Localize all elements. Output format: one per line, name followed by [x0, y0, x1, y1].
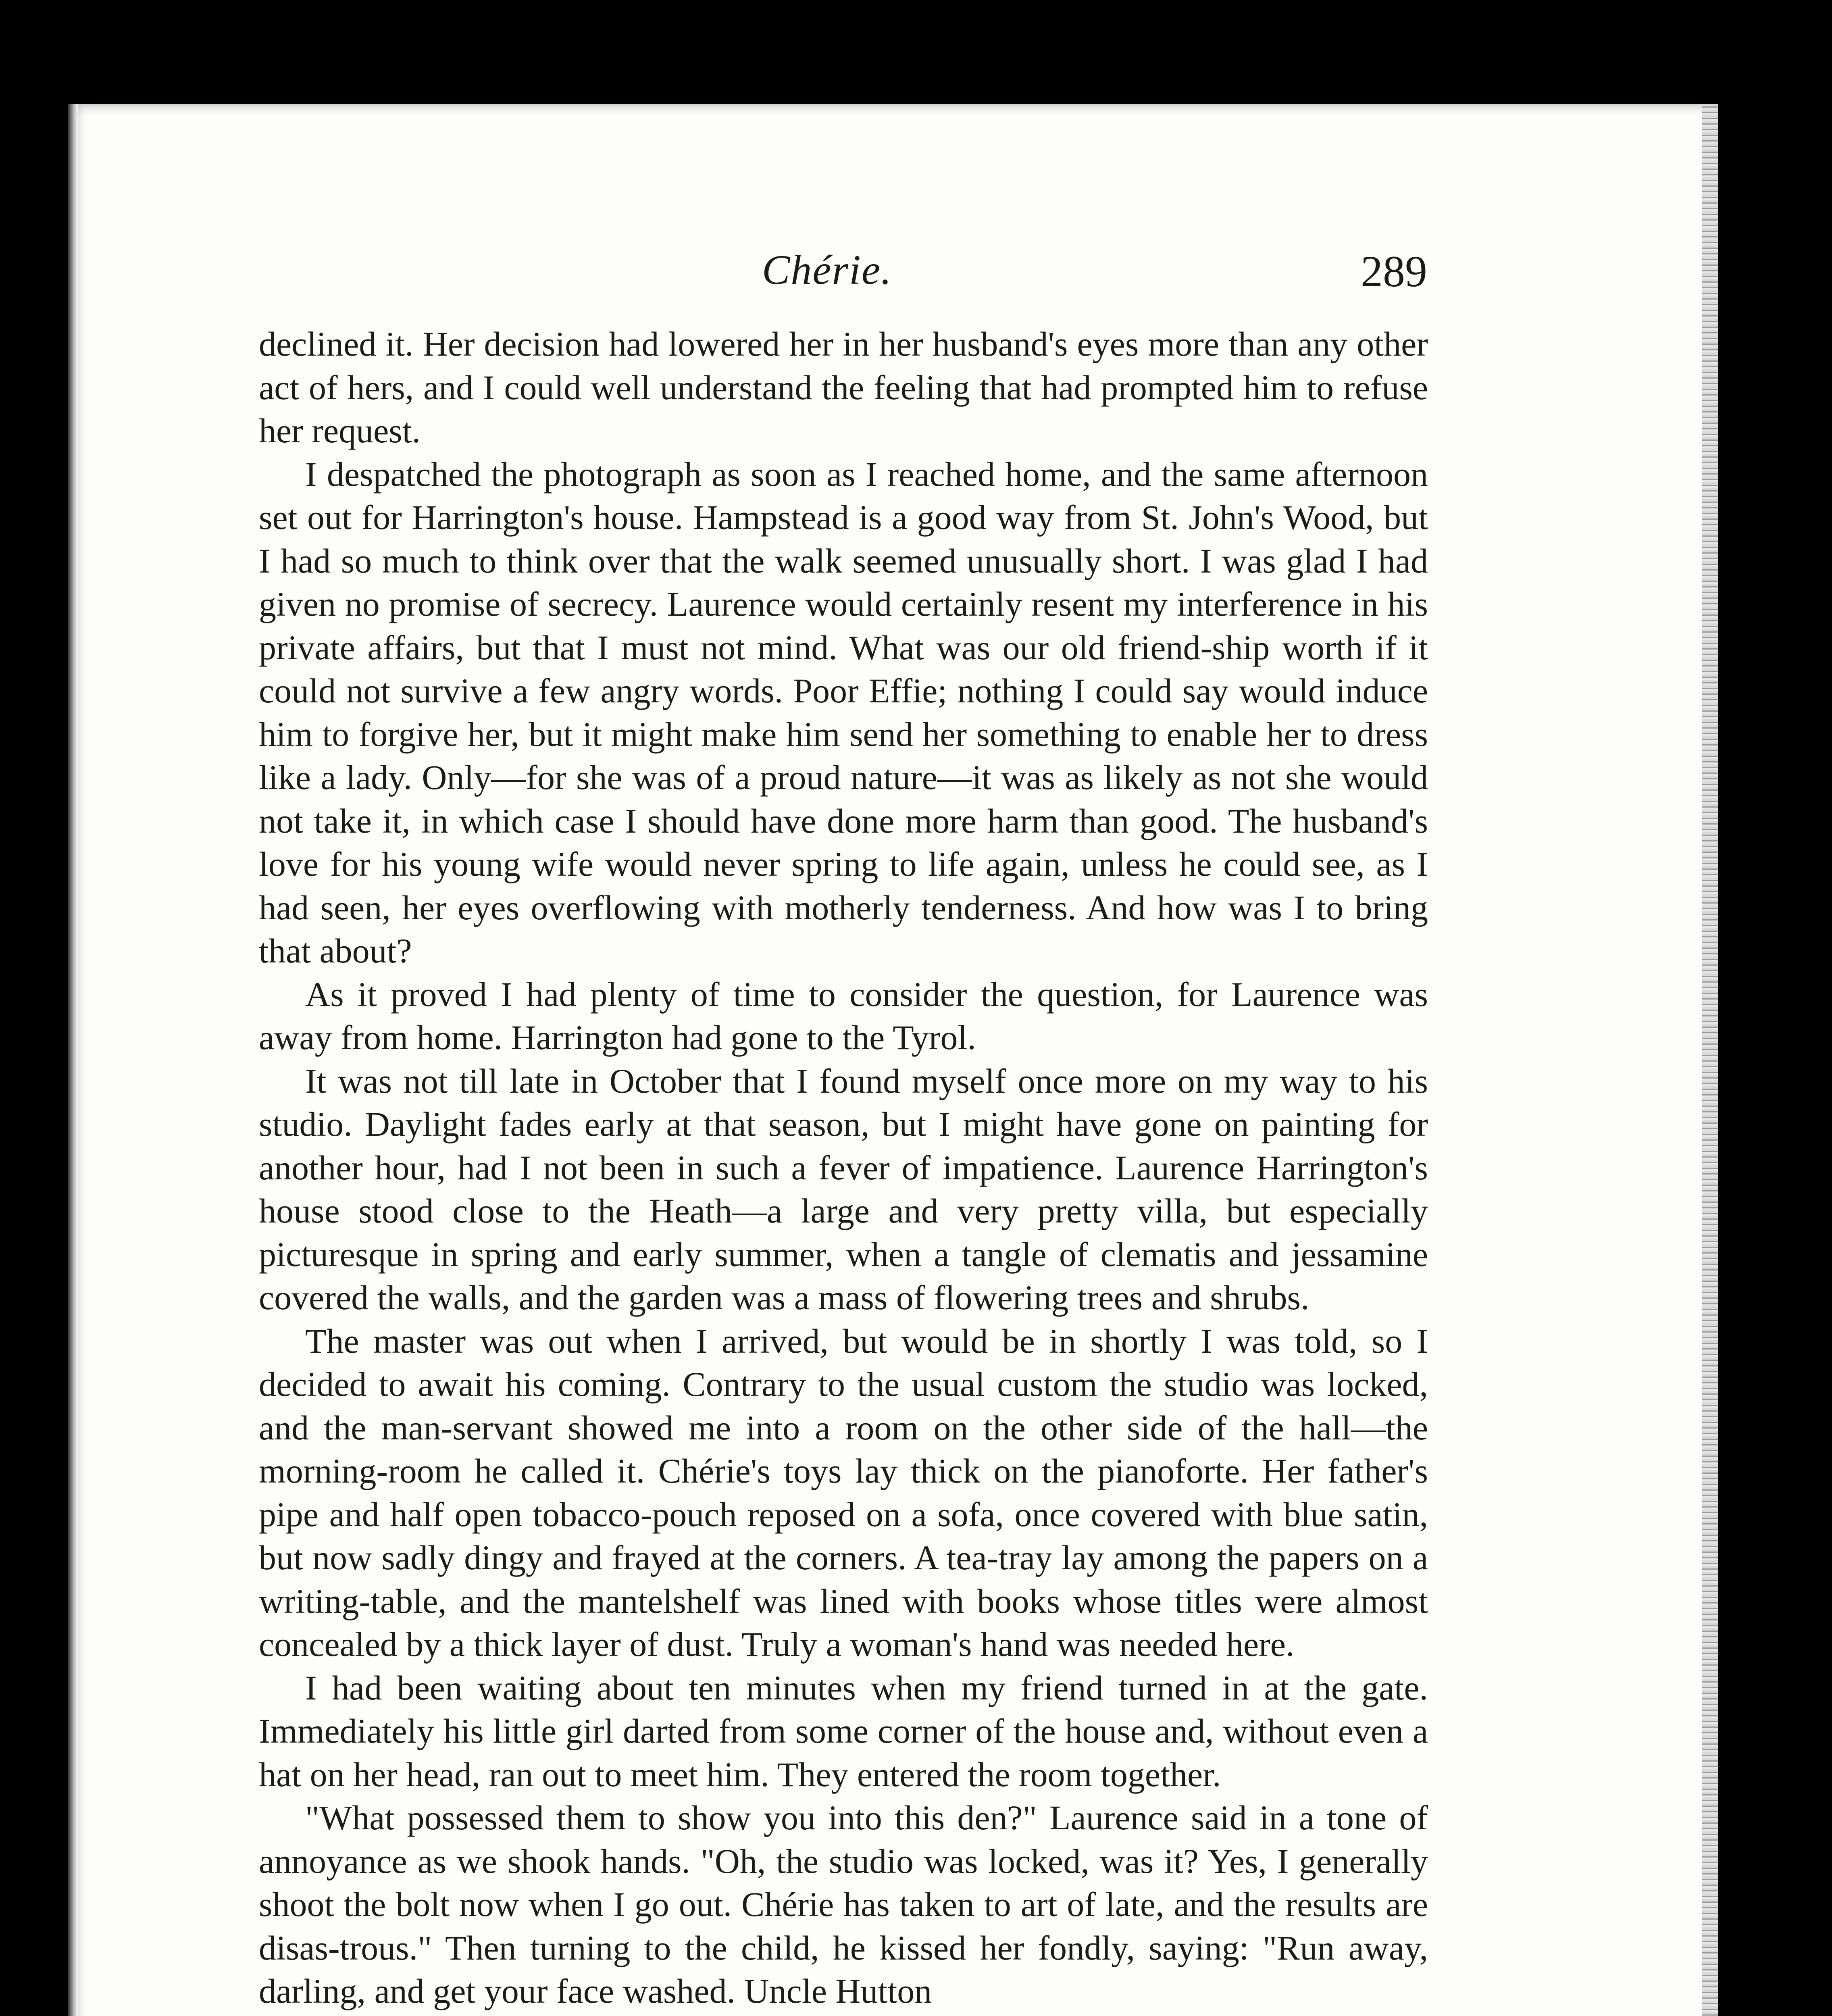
- body-text: [259, 323, 1428, 2013]
- running-title: Chérie.: [762, 247, 893, 293]
- page-number: 289: [1361, 247, 1427, 296]
- page-edge-stack: [1702, 104, 1718, 2016]
- paragraph: It was not till late in October that I found myself once more on my way to his studio. Daylight fades early at that season, but I might have gone on painting for another hour, had I not been in such a fever of impatience. Laurence Harrington's house stood close to the Heath—a large and very pretty villa, but especially picturesque in spring and early summer, when a tangle of clematis and jessamine covered the walls, and the garden was a mass of flowering trees and shrubs.: [259, 1061, 1428, 1317]
- page-gutter-shadow: [68, 104, 78, 2016]
- paragraph: The master was out when I arrived, but would be in shortly I was told, so I decided to await his coming. Contrary to the usual custom the studio was locked, and the man-servant showed me into a room on the other side of the hall—the morning-room he called it. Chérie's toys lay thick on the pianoforte. Her father's pipe and half open tobacco-pouch reposed on a sofa, once covered with blue satin, but now sadly dingy and frayed at the corners. A tea-tray lay among the papers on a writing-table, and the mantelshelf was lined with books whose titles were almost concealed by a thick layer of dust. Truly a woman's hand was needed here.: [259, 1321, 1428, 1664]
- paragraph: I had been waiting about ten minutes when my friend turned in at the gate. Immediately his little girl darted from some corner of the house and, without even a hat on her head, ran out to meet him. They entered the room together.: [259, 1668, 1428, 1794]
- running-head: [258, 246, 1427, 302]
- paragraph: "What possessed them to show you into this den?" Laurence said in a tone of annoyance as we shook hands. "Oh, the studio was locked, was it? Yes, I generally shoot the bolt now when I go out. Chérie has taken to art of late, and the results are disas-trous." Then turning to the child, he kissed her fondly, saying: "Run away, darling, and get your face washed. Uncle Hutton: [259, 1798, 1428, 2010]
- paragraph: declined it. Her decision had lowered her in her husband's eyes more than any other act of hers, and I could well understand the feeling that had prompted him to refuse her request.: [259, 325, 1428, 450]
- paragraph: As it proved I had plenty of time to consider the question, for Laurence was away from home. Harrington had gone to the Tyrol.: [259, 975, 1428, 1057]
- paragraph: I despatched the photograph as soon as I reached home, and the same afternoon set out for Harrington's house. Hampstead is a good way from St. John's Wood, but I had so much to think over that the walk seemed unusually short. I was glad I had given no promise of secrecy. Laurence would certainly resent my interference in his private affairs, but that I must not mind. What was our old friend-ship worth if it could not survive a few angry words. Poor Effie; nothing I could say would induce him to forgive her, but it might make him send her something to enable her to dress like a lady. Only—for she was of a proud nature—it was as likely as not she would not take it, in which case I should have done more harm than good. The husband's love for his young wife would never spring to life again, unless he could see, as I had seen, her eyes overflowing with motherly tenderness. And how was I to bring that about?: [259, 454, 1428, 970]
